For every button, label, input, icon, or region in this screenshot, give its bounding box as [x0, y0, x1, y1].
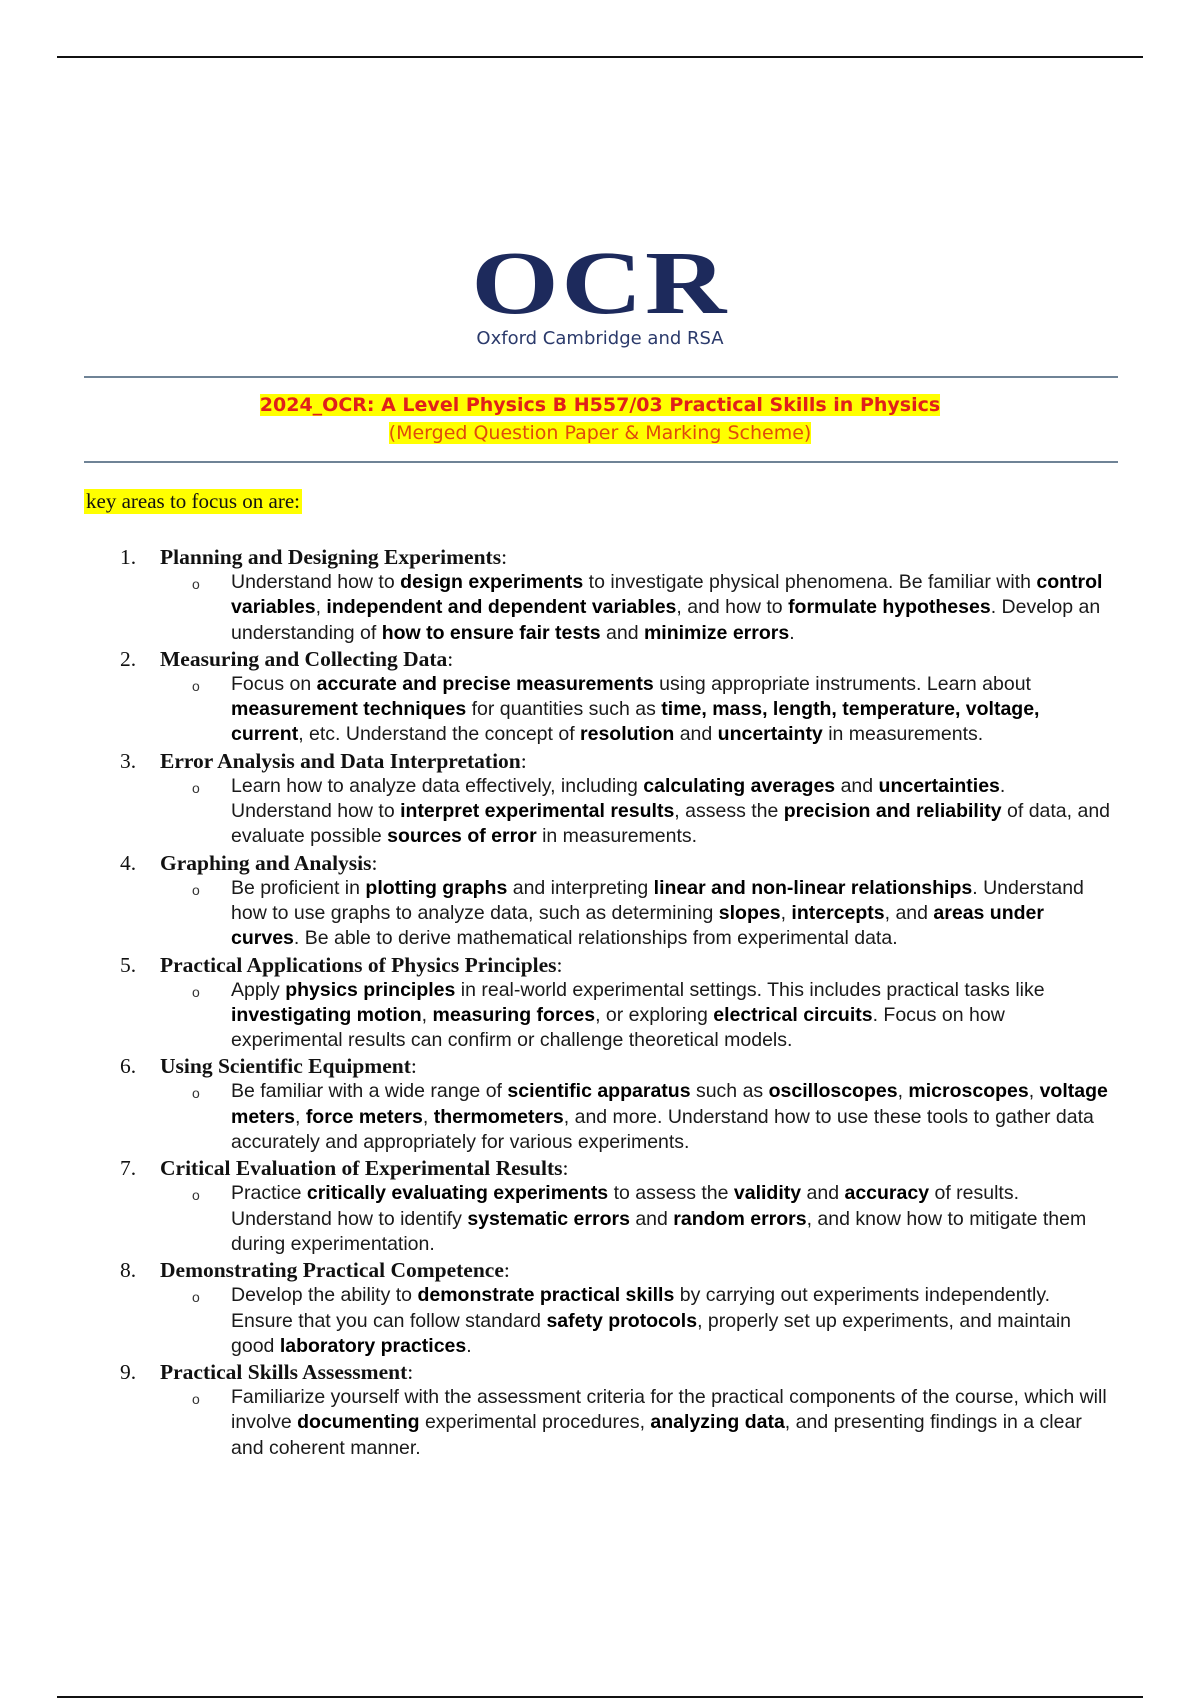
- item-description: [231, 672, 1111, 748]
- item-heading-label: Measuring and Collecting Data: [160, 646, 448, 671]
- text-run: , assess the: [674, 800, 784, 823]
- text-run: ,: [421, 1003, 433, 1026]
- text-run: , properly set up experiments, and maintain good: [231, 1309, 1072, 1357]
- title-top-rule: [84, 376, 1118, 378]
- bold-term: measurement techniques: [231, 698, 467, 721]
- item-number: 5.: [120, 952, 137, 977]
- title-line-1: 2024_OCR: A Level Physics B H557/03 Practical Skills in Physics: [259, 394, 941, 416]
- text-run: and interpreting: [507, 876, 654, 899]
- text-run: . Understand how to use graphs to analyze data, such as determining: [231, 876, 1084, 924]
- text-run: and: [835, 774, 879, 797]
- text-run: and: [600, 621, 644, 644]
- text-run: and: [629, 1207, 674, 1230]
- item-bullet: [192, 1283, 1120, 1359]
- item-heading-label: Demonstrating Practical Competence: [160, 1258, 504, 1283]
- item-number: 2.: [120, 646, 137, 671]
- bold-term: accurate and precise measurements: [316, 672, 654, 695]
- item-heading-text: Using Scientific Equipment:: [160, 1054, 417, 1079]
- item-heading-label: Critical Evaluation of Experimental Results: [160, 1156, 563, 1181]
- bold-term: uncertainties: [878, 774, 1000, 797]
- bold-term: design experiments: [400, 571, 584, 593]
- item-heading-text: Graphing and Analysis:: [160, 850, 378, 875]
- item-heading: [120, 952, 1120, 978]
- item-bullet: [192, 774, 1120, 850]
- list-item: [120, 1155, 1120, 1257]
- text-run: to investigate physical phenomena. Be familiar with: [583, 571, 1037, 593]
- text-run: ,: [294, 1105, 306, 1128]
- bold-term: documenting: [297, 1411, 420, 1434]
- item-bullet: [192, 978, 1120, 1054]
- text-run: .: [789, 621, 795, 644]
- bold-term: resolution: [580, 723, 675, 746]
- bold-term: precision and reliability: [783, 800, 1002, 823]
- text-run: Familiarize yourself with the assessment criteria for the practical components of the course, which will involve: [231, 1386, 1107, 1434]
- item-bullet: [192, 570, 1120, 646]
- text-run: of data, and evaluate possible: [231, 800, 1111, 848]
- item-heading: [120, 646, 1120, 672]
- item-description: [231, 978, 1111, 1054]
- list-item: [120, 850, 1120, 952]
- text-run: . Understand how to: [231, 774, 1006, 823]
- bold-term: accuracy: [844, 1182, 930, 1205]
- item-heading: [120, 1359, 1120, 1385]
- bold-term: laboratory practices: [279, 1334, 467, 1357]
- ocr-logo: [0, 234, 1200, 349]
- bold-term: calculating averages: [643, 774, 836, 797]
- bold-term: plotting graphs: [365, 876, 508, 899]
- bold-term: voltage meters: [231, 1080, 1108, 1128]
- text-run: Be proficient in: [231, 876, 366, 899]
- bold-term: investigating motion: [231, 1003, 422, 1026]
- item-number: 9.: [120, 1360, 137, 1385]
- item-bullet: [192, 1181, 1120, 1257]
- item-number: 1.: [120, 545, 137, 569]
- text-run: of results. Understand how to identify: [231, 1182, 1020, 1230]
- bold-term: interpret experimental results: [400, 800, 675, 823]
- item-bullet: [192, 672, 1120, 748]
- list-item: [120, 544, 1120, 646]
- item-number: 4.: [120, 850, 137, 875]
- item-description: [231, 876, 1111, 952]
- text-run: , etc. Understand the concept of: [298, 723, 581, 746]
- logo-subtitle: Oxford Cambridge and RSA: [476, 328, 724, 349]
- item-heading-label: Practical Skills Assessment: [160, 1360, 408, 1385]
- text-run: using appropriate instruments. Learn about: [653, 672, 1031, 695]
- list-item: [120, 1257, 1120, 1359]
- item-heading-label: Using Scientific Equipment: [160, 1054, 411, 1079]
- item-heading: [120, 850, 1120, 876]
- hollow-bullet-icon: o: [192, 1187, 200, 1204]
- text-run: in measurements.: [822, 723, 984, 746]
- title-line-2: (Merged Question Paper & Marking Scheme): [388, 422, 812, 444]
- list-item: [120, 646, 1120, 748]
- item-number: 6.: [120, 1054, 137, 1079]
- text-run: Develop the ability to: [231, 1284, 418, 1307]
- item-heading-label: Error Analysis and Data Interpretation: [160, 748, 521, 773]
- text-run: and: [674, 723, 718, 746]
- item-bullet: [192, 1385, 1120, 1461]
- hollow-bullet-icon: o: [192, 1085, 200, 1102]
- bold-term: critically evaluating experiments: [306, 1182, 609, 1205]
- item-description: [231, 1079, 1111, 1155]
- item-bullet: [192, 876, 1120, 952]
- text-run: Apply: [231, 978, 286, 1001]
- document-title: [0, 391, 1200, 447]
- bold-term: how to ensure fair tests: [381, 621, 601, 644]
- item-description: [231, 1385, 1111, 1461]
- item-heading: [120, 748, 1120, 774]
- item-heading-text: Error Analysis and Data Interpretation:: [160, 748, 527, 773]
- hollow-bullet-icon: o: [192, 1391, 200, 1408]
- bold-term: force meters: [305, 1105, 423, 1128]
- bold-term: random errors: [673, 1207, 807, 1230]
- text-run: , and: [884, 901, 934, 924]
- hollow-bullet-icon: o: [192, 576, 200, 592]
- text-run: experimental procedures,: [419, 1411, 651, 1434]
- text-run: Understand how to: [231, 571, 401, 593]
- hollow-bullet-icon: o: [192, 677, 200, 694]
- item-bullet: [192, 1079, 1120, 1155]
- item-heading-text: Measuring and Collecting Data:: [160, 646, 454, 671]
- text-run: , and know how to mitigate them during experimentation.: [231, 1207, 1087, 1255]
- list-item: [120, 748, 1120, 850]
- text-run: ,: [315, 596, 327, 619]
- text-run: ,: [897, 1080, 909, 1103]
- item-heading-text: Planning and Designing Experiments:: [160, 545, 508, 569]
- bold-term: slopes: [718, 901, 781, 924]
- item-description: [231, 1283, 1111, 1359]
- bold-term: demonstrate practical skills: [417, 1284, 675, 1307]
- text-run: such as: [690, 1080, 769, 1103]
- text-run: .: [466, 1334, 472, 1357]
- item-heading: [120, 544, 1120, 570]
- text-run: , or exploring: [595, 1003, 714, 1026]
- item-number: 3.: [120, 748, 137, 773]
- item-heading-text: Practical Skills Assessment:: [160, 1360, 414, 1385]
- text-run: . Develop an understanding of: [231, 596, 1101, 644]
- bold-term: analyzing data: [650, 1411, 785, 1434]
- item-description: [231, 774, 1111, 850]
- text-run: for quantities such as: [466, 698, 662, 721]
- text-run: ,: [780, 901, 792, 924]
- text-run: Be familiar with a wide range of: [231, 1080, 508, 1103]
- bold-term: electrical circuits: [713, 1003, 873, 1026]
- page-bottom-rule: [57, 1696, 1143, 1698]
- bold-term: oscilloscopes: [768, 1080, 898, 1103]
- bold-term: scientific apparatus: [507, 1080, 691, 1103]
- logo-mark: OCR: [471, 234, 729, 333]
- bold-term: control variables: [231, 571, 1103, 619]
- item-heading: [120, 1155, 1120, 1181]
- hollow-bullet-icon: o: [192, 779, 200, 796]
- text-run: in real-world experimental settings. This includes practical tasks like: [455, 978, 1045, 1001]
- item-description: [231, 1181, 1111, 1257]
- item-description: [231, 570, 1111, 646]
- item-heading-text: Demonstrating Practical Competence:: [160, 1258, 510, 1283]
- list-item: [120, 1359, 1120, 1461]
- hollow-bullet-icon: o: [192, 1289, 200, 1306]
- text-run: Focus on: [231, 672, 317, 695]
- bold-term: formulate hypotheses: [788, 596, 991, 619]
- item-heading-label: Graphing and Analysis: [160, 850, 372, 875]
- bold-term: independent and dependent variables: [326, 596, 677, 619]
- bold-term: thermometers: [433, 1105, 564, 1128]
- intro-text: key areas to focus on are:: [86, 489, 300, 513]
- bold-term: safety protocols: [546, 1309, 698, 1332]
- text-run: by carrying out experiments independently. Ensure that you can follow standard: [231, 1284, 1051, 1332]
- item-heading: [120, 1257, 1120, 1283]
- item-heading-text: Critical Evaluation of Experimental Results:: [160, 1156, 569, 1181]
- bold-term: microscopes: [908, 1080, 1029, 1103]
- page-top-rule: [57, 56, 1143, 58]
- bold-term: measuring forces: [432, 1003, 596, 1026]
- item-number: 7.: [120, 1156, 137, 1181]
- text-run: to assess the: [608, 1182, 734, 1205]
- item-number: 8.: [120, 1258, 137, 1283]
- text-run: Practice: [231, 1182, 307, 1205]
- text-run: and: [801, 1182, 845, 1205]
- list-item: [120, 1053, 1120, 1155]
- item-heading-label: Practical Applications of Physics Principles: [160, 952, 557, 977]
- list-item: [120, 952, 1120, 1054]
- bold-term: time, mass, length, temperature, voltage, current: [231, 698, 1040, 746]
- key-areas-list: [120, 544, 1120, 1461]
- bold-term: systematic errors: [467, 1207, 630, 1230]
- bold-term: sources of error: [387, 825, 537, 848]
- item-heading: [120, 1053, 1120, 1079]
- bold-term: linear and non-linear relationships: [653, 876, 973, 899]
- title-bottom-rule: [84, 461, 1118, 463]
- bold-term: minimize errors: [643, 621, 790, 644]
- text-run: . Focus on how experimental results can confirm or challenge theoretical models.: [231, 1003, 1005, 1052]
- text-run: in measurements.: [536, 825, 698, 848]
- text-run: , and presenting findings in a clear and coherent manner.: [231, 1411, 1082, 1459]
- text-run: Learn how to analyze data effectively, including: [231, 774, 644, 797]
- item-heading-text: Practical Applications of Physics Principles:: [160, 952, 563, 977]
- item-heading-label: Planning and Designing Experiments: [160, 545, 502, 569]
- hollow-bullet-icon: o: [192, 881, 200, 898]
- text-run: , and more. Understand how to use these tools to gather data accurately and appropriately for various experiments.: [231, 1105, 1094, 1154]
- bold-term: uncertainty: [717, 723, 823, 746]
- text-run: . Be able to derive mathematical relationships from experimental data.: [293, 927, 898, 950]
- text-run: ,: [1028, 1080, 1040, 1103]
- bold-term: validity: [733, 1182, 802, 1205]
- text-run: ,: [422, 1105, 434, 1128]
- bold-term: physics principles: [285, 978, 456, 1001]
- hollow-bullet-icon: o: [192, 983, 200, 1000]
- text-run: , and how to: [676, 596, 789, 619]
- bold-term: intercepts: [791, 901, 885, 924]
- bold-term: areas under curves: [231, 901, 1044, 950]
